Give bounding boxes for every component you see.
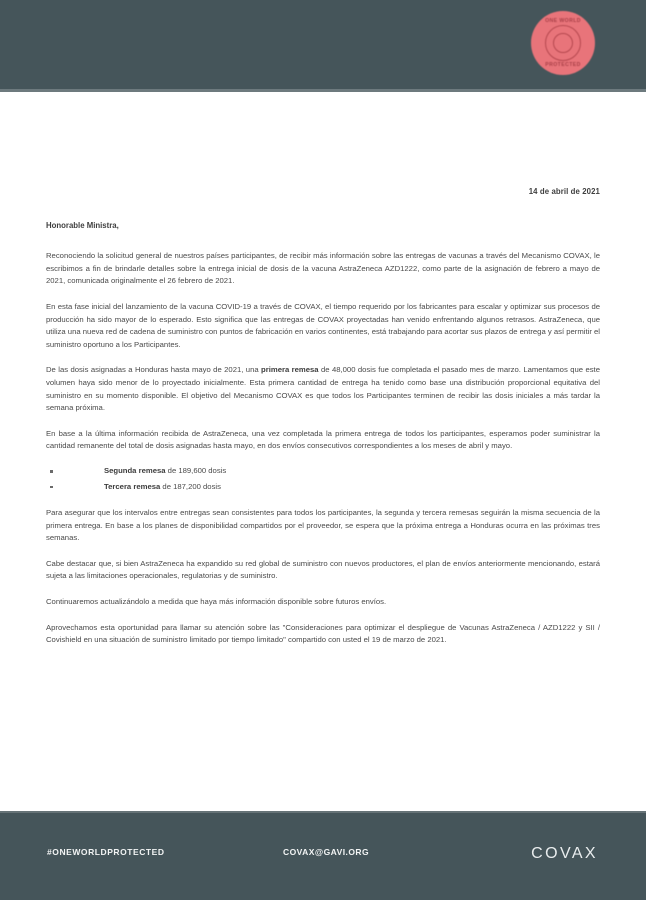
seal-top-label: ONE WORLD <box>545 18 581 24</box>
shipment-list <box>46 465 600 493</box>
seal-text <box>531 11 595 75</box>
letter-content <box>46 186 600 660</box>
list-item <box>46 481 600 494</box>
paragraph-6: Cabe destacar que, si bien AstraZeneca ha expandido su red global de suministro con nuevos productores, el plan de envíos anteriormente mencionando, estará sujeta a las limitaciones operacionales, regulatorias y de suministro. <box>46 558 600 581</box>
header-band <box>0 0 646 92</box>
seal-bottom-label: PROTECTED <box>545 62 581 68</box>
paragraph-3-part-1: De las dosis asignadas a Honduras hasta mayo de 2021, una <box>46 365 262 375</box>
footer-band <box>0 811 646 900</box>
letter-date: 14 de abril de 2021 <box>528 187 600 196</box>
paragraph-5: Para asegurar que los intervalos entre entregas sean consistentes para todos los participantes, la segunda y tercera remesas seguirán la misma secuencia de la primera entrega. En base a los planes de disponibilidad compartidos por el proveedor, se espera que la próxima entrega a Honduras ocurra en las próximas tres semanas. <box>46 508 600 543</box>
bullet-icon <box>50 470 53 473</box>
paragraph-3 <box>46 364 600 414</box>
footer-row <box>0 847 646 865</box>
shipment-amount: de 187,200 dosis <box>160 481 221 491</box>
letter-salutation: Honorable Ministra, <box>46 220 119 230</box>
footer-hashtag: #ONEWORLDPROTECTED <box>47 847 165 857</box>
shipment-label: Tercera remesa <box>104 481 161 491</box>
covax-logo: COVAX <box>531 845 598 862</box>
list-item <box>46 465 600 478</box>
paragraph-2: En esta fase inicial del lanzamiento de la vacuna COVID-19 a través de COVAX, el tiempo requerido por los fabricantes para escalar y optimizar sus procesos de producción ha sido mayor de lo esperado. Esto significa que las entregas de COVAX proyectadas han venido enfrentando algunos retrasos. AstraZeneca, que utiliza una nueva red de cadena de suministro con puntos de fabricación en varios continentes, está trabajando para acortar sus plazos de entrega y así permitir el suministro oportuno a los Participantes. <box>46 301 600 349</box>
paragraph-1: Reconociendo la solicitud general de nuestros países participantes, de recibir más información sobre las entregas de vacunas a través del Mecanismo COVAX, le escribimos a fin de brindarle detalles sobre la entrega inicial de dosis de la vacuna AstraZeneca AZD1222, como parte de la asignación de febrero a mayo de 2021, comunicada originalmente el 26 febrero de 2021. <box>46 251 600 286</box>
footer-email[interactable]: COVAX@GAVI.ORG <box>283 847 370 857</box>
paragraph-3-bold-primera-remesa: primera remesa <box>261 365 319 375</box>
shipment-label: Segunda remesa <box>104 465 166 475</box>
paragraph-7: Continuaremos actualizándolo a medida que haya más información disponible sobre futuros envíos. <box>46 597 387 607</box>
paragraph-3-part-2: de 48,000 dosis fue completada el pasado mes de marzo. Lamentamos que este volumen haya sido menor de lo proyectado inicialmente. Esta primera cantidad de entrega ha tenido como base una distribución proporcional equitativa del suministro en su momento disponible. El objetivo del Mecanismo COVAX es que todos los Participantes terminen de recibir las dosis iniciales a más tardar la semana próxima. <box>46 365 600 413</box>
shipment-amount: de 189,600 dosis <box>165 465 227 475</box>
bullet-icon <box>50 486 53 489</box>
one-world-protected-seal-icon <box>531 11 595 75</box>
paragraph-8: Aprovechamos esta oportunidad para llamar su atención sobre las "Consideraciones para optimizar el despliegue de Vacunas AstraZeneca / AZD1222 y SII / Covishield en una situación de suministro limitado por tiempo limitado" compartido con usted el 19 de marzo de 2021. <box>46 622 600 645</box>
paragraph-4: En base a la última información recibida de AstraZeneca, una vez completada la primera entrega de todos los participantes, esperamos poder suministrar la cantidad remanente del total de dosis asignadas hasta mayo, en dos envíos consecutivos correspondientes a los meses de abril y mayo. <box>46 428 600 451</box>
letter-body-area <box>0 92 646 811</box>
